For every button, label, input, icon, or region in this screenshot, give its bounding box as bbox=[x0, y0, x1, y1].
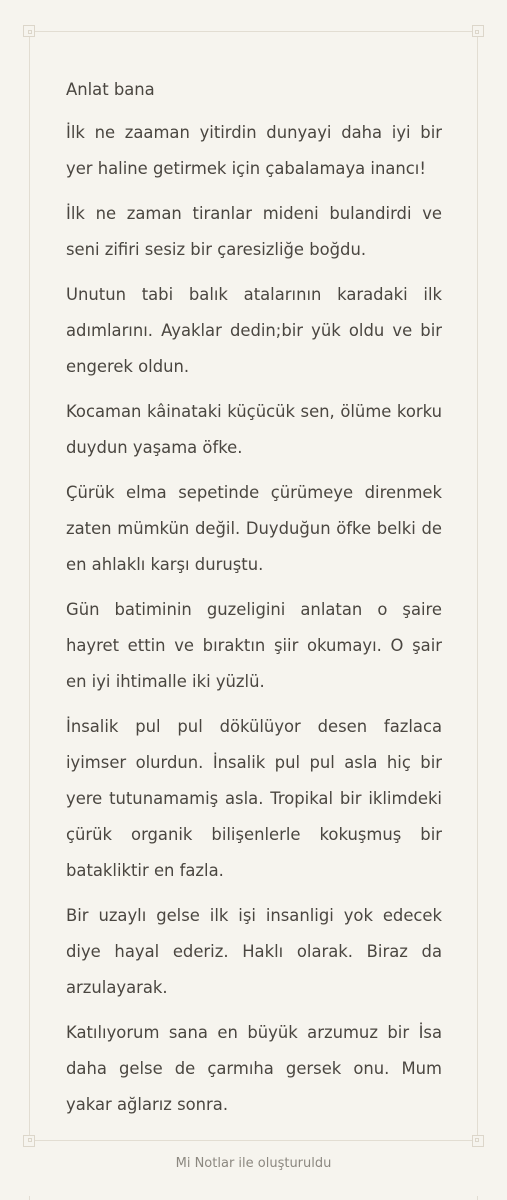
note-paragraph: Katılıyorum sana en büyük arzumuz bir İsa daha gelse de çarmıha gersek onu. Mum yakar ağlarız sonra. bbox=[66, 1023, 442, 1114]
note-paragraph: Kocaman kâinataki küçücük sen, ölüme korku duydun yaşama öfke. bbox=[66, 402, 442, 457]
frame-corner-ornament bbox=[23, 1135, 35, 1147]
note-paragraph: Çürük elma sepetinde çürümeye direnmek zaten mümkün değil. Duyduğun öfke belki de en ahlaklı karşı duruştu. bbox=[66, 483, 442, 574]
note-paragraph: Anlat bana bbox=[66, 80, 155, 99]
frame-corner-ornament bbox=[472, 25, 484, 37]
note-body bbox=[66, 72, 442, 1132]
note-paragraph: İnsalik pul pul dökülüyor desen fazlaca iyimser olurdun. İnsalik pul pul asla hiç bir yere tutunamamiş asla. Tropikal bir iklimdeki çürük organik bilişenlerle kokuşmuş bir batakliktir en fazla. bbox=[66, 717, 442, 880]
app-attribution-footer: Mi Notlar ile oluşturuldu bbox=[175, 1156, 332, 1171]
frame-corner-ornament bbox=[23, 25, 35, 37]
note-paragraph: Gün batiminin guzeligini anlatan o şaire hayret ettin ve bıraktın şiir okumayı. O şair en iyi ihtimalle iki yüzlü. bbox=[66, 600, 442, 691]
note-paragraph: Bir uzaylı gelse ilk işi insanligi yok edecek diye hayal ederiz. Haklı olarak. Biraz da arzulayarak. bbox=[66, 906, 442, 997]
frame-corner-ornament bbox=[472, 1135, 484, 1147]
next-frame-edge bbox=[29, 1196, 478, 1200]
note-paragraph: İlk ne zaaman yitirdin dunyayi daha iyi bir yer haline getirmek için çabalamaya inancı! bbox=[66, 123, 442, 178]
note-paragraph: İlk ne zaman tiranlar mideni bulandirdi ve seni zifiri sesiz bir çaresizliğe boğdu. bbox=[66, 204, 442, 259]
note-paragraph: Unutun tabi balık atalarının karadaki ilk adımlarını. Ayaklar dedin;bir yük oldu ve bir engerek oldun. bbox=[66, 285, 442, 376]
